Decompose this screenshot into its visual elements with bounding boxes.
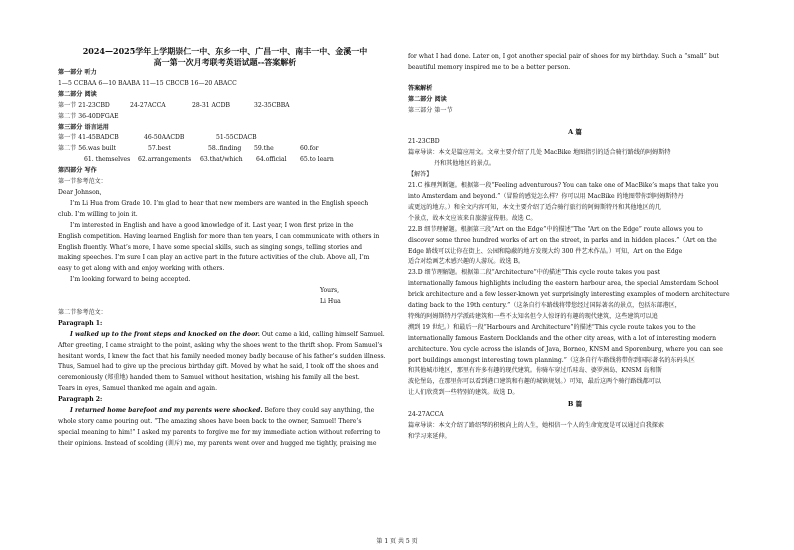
letter-p3: I’m looking forward to being accepted.	[70, 276, 191, 284]
part2-row1	[58, 101, 392, 112]
passage-a-answers: 21-23CBD	[408, 138, 440, 146]
passage-b-heading: B 篇	[567, 400, 583, 409]
left-column	[58, 46, 392, 450]
paragraph1-line: After greeting, I came straight to the point, asking why the shoes went to the thrift shop. From Samuel’s	[58, 341, 383, 349]
part2-row2: 第二节 36-40DFGAE	[58, 112, 119, 120]
letter-p2-line: English competition. Having learned English for more than ten years, I can communicate with others in	[58, 232, 380, 240]
part4-sec2: 第二节参考范文：	[58, 308, 107, 316]
part3-ans-c: 51-55CDACB	[216, 134, 257, 142]
part3-heading: 第三部分 语言运用	[58, 123, 109, 131]
doc-title-1: 2024—2025学年上学期崇仁一中、东乡一中、广昌一中、南丰一中、金溪一中	[82, 46, 368, 56]
page-footer: 第 1 页 共 5 页	[376, 538, 418, 545]
letter-greeting: Dear Johnson,	[58, 188, 102, 196]
part1-heading: 第一部分 听力	[58, 69, 97, 76]
q23-line: 特殊的阿姆斯特丹学派砖建筑和一些不太知名但令人惊讶的有趣的现代建筑，这些建筑可以追	[408, 312, 658, 320]
q23-line: brick architecture and a few lesser-known yet surprisingly interesting examples of modern architecture	[408, 291, 730, 299]
letter-p2-line: making speeches. I’m sure I can play an active part in the future activities of the club. Above all, I’m	[58, 254, 370, 262]
paragraph2-given-sentence: I returned home barefoot and my parents were shocked.	[70, 407, 263, 415]
part3-blank-57: 57.best	[148, 145, 171, 153]
part4-heading: 第四部分 写作	[58, 167, 97, 175]
reading-subheading: 第三部分 第一节	[408, 106, 453, 114]
passage-b-summary: 和学习来延伸。	[408, 432, 451, 440]
part3-blank-56: 第二节 56.was built	[58, 145, 116, 153]
part4-sec1: 第一节参考范文：	[58, 178, 107, 186]
part2-ans-c: 28-31 ACDB	[192, 101, 230, 109]
part3-blank-60: 60.for	[300, 145, 319, 153]
paragraph1-line: ceremoniously (郑重地) handed them to Samuel without hesitation, wishing his family all the best.	[58, 374, 360, 382]
paragraph1-first	[58, 330, 392, 341]
q22-line: Edge 路线可以让你在街上、公园和隐蔽的地方发现大约 300 件艺术作品。）可知，Art on the Edge	[408, 247, 683, 255]
paragraph2-cont-line: beautiful memory inspired me to be a better person.	[408, 63, 571, 71]
letter-p2-line: English fluently. What’s more, I have some special skills, such as singing songs, telling stories and	[58, 243, 363, 251]
q22-line: discover some three hundred works of art on the street, in parks and in hidden places.”（Art on the	[408, 236, 717, 244]
q22-line: 22.B 细节理解题。根据第三段“Art on the Edge”中的描述“The “Art on the Edge” route allows you to	[408, 225, 703, 233]
paragraph1-line: hesitant words, I knew the fact that his family needed money badly because of his father’s sudden illness.	[58, 352, 386, 360]
part3-blank-65: 65.to learn	[300, 156, 334, 164]
part3-blank-58: 58..finding	[208, 145, 242, 153]
passage-b-summary: 篇章导读：本文介绍了路绍琴的积极向上的人生，她相信一个人的生命宽度是可以通过自我探索	[408, 422, 664, 429]
part3-ans-b: 46-50AACDB	[144, 134, 185, 142]
q23-line: internationally famous highlights including the eastern harbour area, the special Amsterdam School	[408, 280, 719, 288]
q23-line: 23.D 细节理解题。根据第二段“Architecture”中的描述“This cycle route takes you past	[408, 269, 661, 277]
q23-line: 溯到 19 世纪。）和最后一段“Harbours and Architecture”的描述“This cycle route takes you to the	[408, 323, 696, 331]
part3-blank-63: 63.that/which	[200, 156, 243, 164]
part2-ans-a: 第一节 21-23CBD	[58, 101, 110, 109]
paragraph2-line: special meaning to him!” I asked my parents to forgive me for my immediate action without referring to	[58, 428, 381, 436]
letter-sign: Li Hua	[320, 298, 341, 306]
paragraph2-label: Paragraph 2:	[58, 396, 103, 404]
letter-p2-line: easy to get along with and enjoy working with others.	[58, 265, 225, 273]
q23-line: 让人们欣赏到一些特别的建筑。故选 D。	[408, 389, 519, 397]
part2-heading: 第二部分 阅读	[58, 90, 97, 98]
paragraph2-line: whole story came pouring out. “The amazing shoes have been back to the owner, Samuel! There’s	[58, 418, 362, 425]
part3-blank-59: 59.the	[254, 145, 274, 153]
paragraph2-line: their opinions. Instead of scolding (训斥) me, my parents went over and hugged me tightly, praising me	[58, 439, 377, 447]
passage-a-summary: 篇章导读：本文是篇应用文。文章主要介绍了几处 MacBike 地图指引的适合骑行路线的阿姆斯特	[408, 149, 671, 157]
paragraph2-first-rest: Before they could say anything, the	[262, 407, 375, 415]
q21-line: 21.C 推理判断题。根据第一段“Feeling adventurous? You can take one of MacBike’s maps that take you	[408, 182, 719, 190]
part3-blank-64: 64.official	[256, 156, 287, 164]
paragraph1-line: Thus, Samuel had to give up the precious birthday gift. Moved by what he said, I took off the shoes and	[58, 363, 379, 371]
q23-line: port buildings amongst interesting town planning.”（这条自行车路线将带你到国际著名的东码头区	[408, 356, 695, 364]
q23-line: 和其他城市地区，那里有许多有趣的现代建筑。你骑车穿过爪哇岛、婆罗洲岛、KNSM 岛和斯	[408, 367, 662, 375]
paragraph2-first	[58, 406, 392, 417]
paragraph1-label: Paragraph 1:	[58, 319, 103, 327]
part1-answers: 1—5 CCBAA 6—10 BAABA 11—15 CBCCB 16—20 ABACC	[58, 79, 237, 87]
letter-closing: Yours,	[320, 287, 340, 295]
q22-line: 适合对绘画艺术感兴趣的人游玩。故选 B。	[408, 258, 525, 266]
part3-blank-62: 62.arrangements	[138, 156, 192, 164]
part3-row1	[58, 133, 392, 144]
letter-p1-line: club. I’m willing to join it.	[58, 210, 138, 218]
paragraph1-first-rest: Out came a kid, calling himself Samuel.	[259, 330, 385, 338]
passage-b-answers: 24-27ACCA	[408, 411, 444, 419]
part3-row3	[58, 155, 392, 166]
letter-p1-line: I’m Li Hua from Grade 10. I’m glad to hear that new members are wanted in the English speech	[70, 199, 369, 207]
q23-line: architecture. You cycle across the islands of Java, Borneo, KNSM and Sporenburg, where you can see	[408, 345, 723, 353]
reading-heading: 第二部分 阅读	[408, 95, 447, 103]
paragraph1-given-sentence: I walked up to the front steps and knocked on the door.	[70, 330, 260, 338]
q21-line: 或更远的地方。）和全文内容可知，本文主要介绍了适合骑行旅行的阿姆斯特丹和其他地区的几	[408, 203, 661, 211]
doc-title-2: 高一第一次月考联考英语试题--答案解析	[153, 57, 297, 67]
q23-line: internationally famous Eastern Docklands and the other city areas, with a lot of interesting modern	[408, 334, 717, 342]
letter-p2-line: I’m interested in English and have a good knowledge of it. Last year, I won first prize in the	[70, 221, 354, 229]
part3-row2	[58, 144, 392, 155]
passage-a-summary: 丹和其他地区的景点。	[434, 160, 495, 168]
part3-ans-a: 第一节 41-45BADCB	[58, 134, 119, 142]
right-column	[408, 52, 742, 443]
answer-analysis-heading: 答案解析	[408, 84, 433, 92]
q21-line: into Amsterdam and beyond.”（冒险的感觉怎么样？你可以用 MacBike 的地图带你到阿姆斯特丹	[408, 192, 684, 200]
part2-ans-b: 24-27ACCA	[130, 101, 166, 109]
paragraph2-cont-line: for what I had done. Later on, I got another special pair of shoes for my birthday. Such a “small” but	[408, 53, 720, 60]
solution-label: 【解答】	[408, 171, 433, 179]
part2-ans-d: 32-35CBBA	[254, 101, 290, 109]
q23-line: dating back to the 19th century.”（这条自行车路线将带您经过国际著名的景点，包括东部港区，	[408, 302, 681, 310]
q23-line: 波伦堡岛，在那里你可以看到港口建筑和有趣的城镇规划。）可知，最后这两个骑行路线都可以	[408, 378, 661, 386]
q21-line: 个景点，故本文应该来自旅游宣传册。故选 C。	[408, 214, 537, 222]
part3-blank-61: 61. themselves	[84, 156, 131, 164]
passage-a-heading: A 篇	[568, 127, 582, 136]
paragraph1-line: Tears in eyes, Samuel thanked me again and again.	[58, 385, 218, 393]
